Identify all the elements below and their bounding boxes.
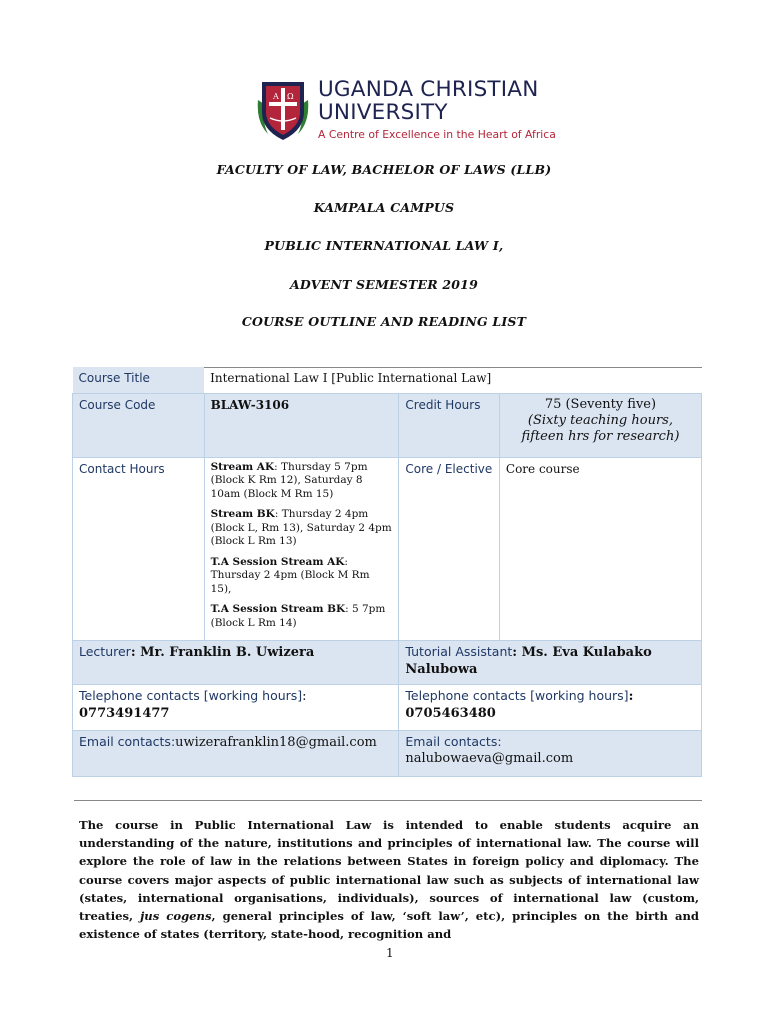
course-description: The course in Public International Law is intended to enable students acquire an understanding of the nature, institutions and principles of international law. The course will explore the role of law in the relations between States in foreign policy and diplomacy. The course covers major aspects of public international law such as subjects of international law (states, international organisations, individuals), sources of international law (custom, treaties, jus cogens, general principles of law, ‘soft law’, etc), principles on the birth and existence of states (territory, state-hood, recognition and <box>79 818 699 942</box>
row-telephone <box>73 685 702 731</box>
course-title-label: Course Title <box>73 367 205 393</box>
heading-semester: ADVENT SEMESTER 2019 <box>290 277 478 292</box>
section-divider <box>74 800 702 801</box>
tel-label-tutor: Telephone contacts [working hours] <box>405 688 629 703</box>
lecturer-label: Lecturer <box>79 644 131 659</box>
course-code-value: BLAW-3106 <box>204 393 399 457</box>
tel-value-lecturer: 0773491477 <box>79 706 170 721</box>
stream-item: T.A Session Stream BK: 5 7pm (Block L Rm 14) <box>210 603 386 629</box>
row-course-title <box>73 367 702 393</box>
email-label-tutor: Email contacts: <box>405 734 502 749</box>
svg-text:A: A <box>273 92 279 101</box>
tel-label-lecturer: Telephone contacts [working hours] <box>79 688 303 703</box>
course-info-table <box>72 367 702 777</box>
course-code-label: Course Code <box>73 393 205 457</box>
page-number: 1 <box>386 946 394 960</box>
stream-item: T.A Session Stream AK: Thursday 2 4pm (Block M Rm 15), <box>210 555 370 595</box>
heading-campus: KAMPALA CAMPUS <box>313 200 455 215</box>
email-value-tutor[interactable]: nalubowaeva@gmail.com <box>405 751 574 766</box>
email-right-cell <box>399 731 702 777</box>
email-left-cell <box>73 731 399 777</box>
row-email <box>73 731 702 777</box>
course-title-value: International Law I [Public International Law] <box>210 371 492 385</box>
credit-hours-cell <box>499 393 701 457</box>
lecturer-value: : Mr. Franklin B. Uwizera <box>130 645 315 660</box>
core-elective-label: Core / Elective <box>399 457 500 641</box>
heading-course: PUBLIC INTERNATIONAL LAW I, <box>264 238 504 253</box>
heading-outline: COURSE OUTLINE AND READING LIST <box>241 314 527 329</box>
tel-left-cell: Telephone contacts [working hours]: 0773491477 <box>73 685 399 731</box>
streams-cell <box>204 457 399 641</box>
stream-item: Stream AK: Thursday 5 7pm (Block K Rm 12), Saturday 8 10am (Block M Rm 15) <box>210 460 368 500</box>
heading-faculty: FACULTY OF LAW, BACHELOR OF LAWS (LLB) <box>216 162 552 177</box>
row-lecturer <box>73 641 702 685</box>
tutor-label: Tutorial Assistant <box>405 644 513 659</box>
row-contact-hours <box>73 457 702 641</box>
stream-item: Stream BK: Thursday 2 4pm (Block L, Rm 13), Saturday 2 4pm (Block L Rm 13) <box>210 508 392 547</box>
svg-text:Ω: Ω <box>287 92 294 101</box>
contact-hours-label: Contact Hours <box>73 457 205 641</box>
credit-hours-value: 75 (Seventy five) <box>544 396 657 412</box>
row-course-code <box>73 393 702 457</box>
university-name: UGANDA CHRISTIAN UNIVERSITY <box>318 77 539 125</box>
tel-right-cell <box>399 685 702 731</box>
university-logo <box>248 74 556 146</box>
tel-value-tutor: : 0705463480 <box>405 689 634 721</box>
tutor-cell <box>399 641 702 685</box>
credit-hours-label: Credit Hours <box>399 393 500 457</box>
university-tagline: A Centre of Excellence in the Heart of Africa <box>318 128 556 141</box>
email-label-lecturer: Email contacts: <box>79 734 176 749</box>
core-elective-value: Core course <box>499 457 701 641</box>
tutor-value: : Ms. Eva Kulabako Nalubowa <box>405 645 652 677</box>
lecturer-cell <box>73 641 399 685</box>
email-value-lecturer[interactable]: uwizerafranklin18@gmail.com <box>175 735 377 750</box>
university-crest-icon <box>254 78 312 144</box>
credit-hours-note: (Sixty teaching hours, fifteen hrs for research) <box>521 412 680 444</box>
